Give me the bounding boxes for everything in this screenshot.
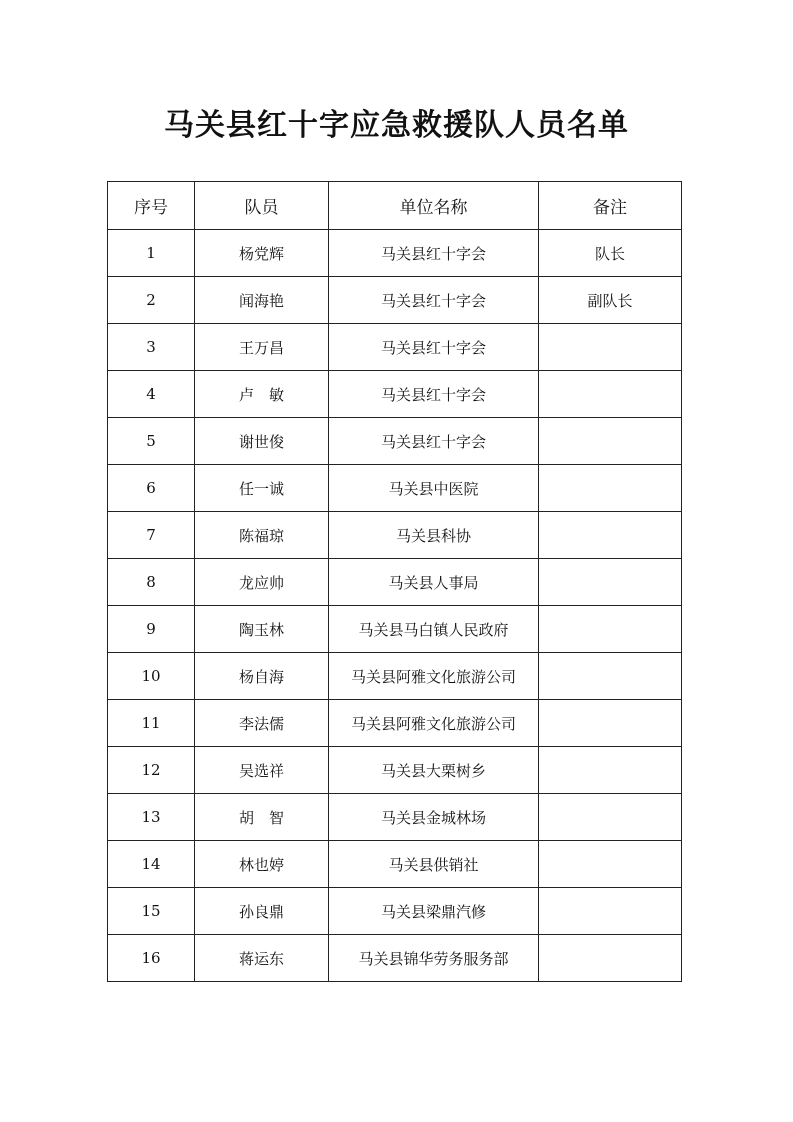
- cell-remarks: [539, 700, 682, 747]
- table-row: [108, 230, 682, 277]
- cell-remarks: [539, 324, 682, 371]
- cell-member-name: 谢世俊: [195, 418, 329, 465]
- cell-unit-name: 马关县红十字会: [329, 324, 539, 371]
- header-serial-number: 序号: [108, 182, 195, 230]
- cell-serial-number: 14: [108, 841, 195, 888]
- cell-remarks: [539, 888, 682, 935]
- cell-remarks: [539, 559, 682, 606]
- cell-serial-number: 8: [108, 559, 195, 606]
- cell-serial-number: 12: [108, 747, 195, 794]
- header-unit-name: 单位名称: [329, 182, 539, 230]
- cell-member-name: 任一诚: [195, 465, 329, 512]
- cell-serial-number: 1: [108, 230, 195, 277]
- cell-serial-number: 13: [108, 794, 195, 841]
- cell-remarks: [539, 465, 682, 512]
- cell-unit-name: 马关县供销社: [329, 841, 539, 888]
- cell-serial-number: 6: [108, 465, 195, 512]
- cell-remarks: [539, 794, 682, 841]
- cell-unit-name: 马关县马白镇人民政府: [329, 606, 539, 653]
- cell-remarks: 队长: [539, 230, 682, 277]
- cell-remarks: [539, 418, 682, 465]
- header-remarks: 备注: [539, 182, 682, 230]
- roster-body: [108, 230, 682, 982]
- cell-member-name: 林也婷: [195, 841, 329, 888]
- cell-member-name: 吴选祥: [195, 747, 329, 794]
- cell-serial-number: 7: [108, 512, 195, 559]
- cell-serial-number: 5: [108, 418, 195, 465]
- table-row: [108, 465, 682, 512]
- cell-serial-number: 4: [108, 371, 195, 418]
- cell-member-name: 陈福琼: [195, 512, 329, 559]
- table-row: [108, 794, 682, 841]
- cell-unit-name: 马关县红十字会: [329, 277, 539, 324]
- cell-serial-number: 16: [108, 935, 195, 982]
- table-row: [108, 841, 682, 888]
- cell-remarks: [539, 653, 682, 700]
- table-row: [108, 747, 682, 794]
- cell-unit-name: 马关县阿雅文化旅游公司: [329, 653, 539, 700]
- cell-serial-number: 10: [108, 653, 195, 700]
- cell-unit-name: 马关县科协: [329, 512, 539, 559]
- table-row: [108, 371, 682, 418]
- cell-member-name: 龙应帅: [195, 559, 329, 606]
- cell-unit-name: 马关县大栗树乡: [329, 747, 539, 794]
- header-member: 队员: [195, 182, 329, 230]
- table-row: [108, 606, 682, 653]
- cell-serial-number: 11: [108, 700, 195, 747]
- cell-remarks: [539, 935, 682, 982]
- cell-serial-number: 9: [108, 606, 195, 653]
- cell-unit-name: 马关县红十字会: [329, 230, 539, 277]
- cell-remarks: [539, 512, 682, 559]
- page-title: 马关县红十字应急救援队人员名单: [164, 108, 629, 143]
- cell-serial-number: 3: [108, 324, 195, 371]
- cell-unit-name: 马关县锦华劳务服务部: [329, 935, 539, 982]
- table-row: [108, 277, 682, 324]
- cell-member-name: 杨党辉: [195, 230, 329, 277]
- table-row: [108, 512, 682, 559]
- table-row: [108, 559, 682, 606]
- cell-unit-name: 马关县红十字会: [329, 371, 539, 418]
- table-row: [108, 653, 682, 700]
- cell-member-name: 蒋运东: [195, 935, 329, 982]
- cell-unit-name: 马关县阿雅文化旅游公司: [329, 700, 539, 747]
- cell-member-name: 陶玉林: [195, 606, 329, 653]
- cell-member-name: 卢 敏: [195, 371, 329, 418]
- cell-unit-name: 马关县梁鼎汽修: [329, 888, 539, 935]
- cell-member-name: 闻海艳: [195, 277, 329, 324]
- cell-unit-name: 马关县金城林场: [329, 794, 539, 841]
- cell-member-name: 杨自海: [195, 653, 329, 700]
- cell-member-name: 胡 智: [195, 794, 329, 841]
- cell-member-name: 孙良鼎: [195, 888, 329, 935]
- cell-serial-number: 15: [108, 888, 195, 935]
- cell-member-name: 李法儒: [195, 700, 329, 747]
- table-row: [108, 324, 682, 371]
- cell-serial-number: 2: [108, 277, 195, 324]
- cell-member-name: 王万昌: [195, 324, 329, 371]
- table-row: [108, 888, 682, 935]
- cell-unit-name: 马关县中医院: [329, 465, 539, 512]
- table-row: [108, 418, 682, 465]
- table-row: [108, 700, 682, 747]
- cell-remarks: [539, 606, 682, 653]
- cell-unit-name: 马关县红十字会: [329, 418, 539, 465]
- cell-unit-name: 马关县人事局: [329, 559, 539, 606]
- cell-remarks: 副队长: [539, 277, 682, 324]
- roster-table: [107, 181, 682, 982]
- table-row: [108, 935, 682, 982]
- cell-remarks: [539, 841, 682, 888]
- cell-remarks: [539, 371, 682, 418]
- table-header-row: [108, 182, 682, 230]
- cell-remarks: [539, 747, 682, 794]
